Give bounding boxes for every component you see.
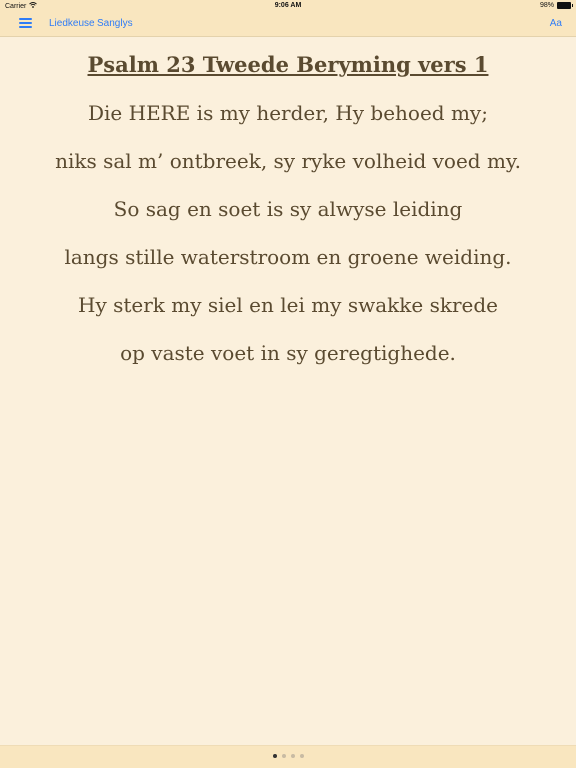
battery-icon xyxy=(557,2,571,9)
verse-line: Hy sterk my siel en lei my swakke skrede xyxy=(78,293,498,317)
hamburger-menu-icon[interactable] xyxy=(19,18,32,29)
bottom-bar xyxy=(0,745,576,768)
status-right xyxy=(540,2,571,9)
verse-line: So sag en soet is sy alwyse leiding xyxy=(113,197,463,221)
liedkeuse-link[interactable]: Liedkeuse xyxy=(49,18,95,29)
navigation-bar xyxy=(0,12,576,37)
page-indicator[interactable] xyxy=(0,754,576,758)
sanglys-link[interactable]: Sanglys xyxy=(97,18,133,29)
font-size-button[interactable]: Aa xyxy=(549,18,562,29)
verse-line: langs stille waterstroom en groene weiding. xyxy=(64,245,512,269)
song-content xyxy=(0,37,576,746)
page-dot[interactable] xyxy=(300,754,304,758)
page-dot[interactable] xyxy=(273,754,277,758)
status-time: 9:06 AM xyxy=(274,2,302,9)
page-dot[interactable] xyxy=(282,754,286,758)
carrier-label: Carrier xyxy=(5,2,27,10)
verse-line: op vaste voet in sy geregtighede. xyxy=(120,341,456,365)
verse-line: Die HERE is my herder, Hy behoed my; xyxy=(88,101,488,125)
status-bar xyxy=(0,0,576,12)
song-title: Psalm 23 Tweede Beryming vers 1 xyxy=(87,52,489,77)
battery-percent: 98% xyxy=(539,2,554,9)
battery-fill xyxy=(558,3,570,8)
verse-line: niks sal m’ ontbreek, sy ryke volheid voed my. xyxy=(55,149,521,173)
page-dot[interactable] xyxy=(291,754,295,758)
